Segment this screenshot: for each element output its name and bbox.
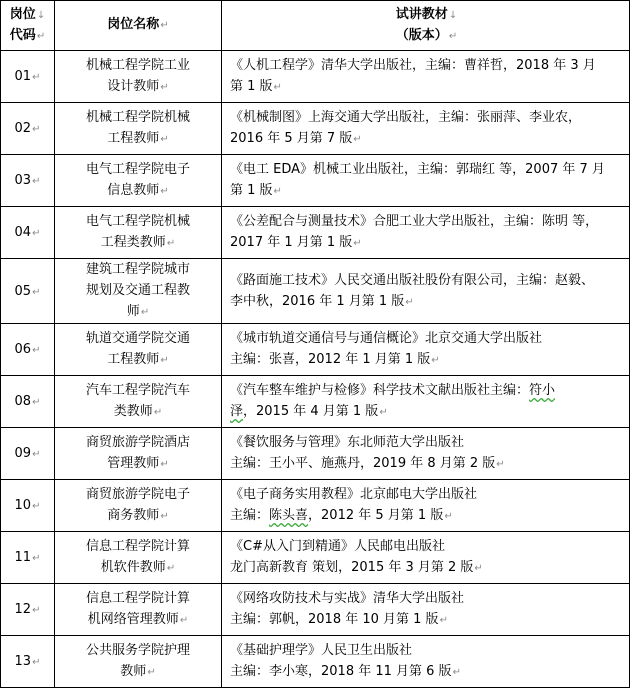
textbook-text: 主编：王小平、施燕丹，2019 年 8 月第 2 版: [230, 456, 496, 471]
textbook-text: ，2012 年 5 月第 1 版: [308, 508, 444, 523]
position-name-line: 机网络管理教师: [87, 612, 179, 627]
position-code-cell: 04↵: [1, 207, 55, 259]
position-name-line: 建筑工程学院城市: [85, 262, 190, 277]
header-name: 岗位名称↵: [55, 1, 222, 51]
textbook-text: 《电工 EDA》机械工业出版社，主编：郭瑞红 等，2007 年 7 月: [230, 162, 605, 177]
position-name-line: 信息教师: [107, 183, 160, 198]
textbook-text: 主编：郭帆，2018 年 10 月第 1 版: [230, 612, 439, 627]
position-name-line: 汽车工程学院汽车: [85, 383, 190, 398]
textbook-text: 《城市轨道交通信号与通信概论》北京交通大学出版社: [230, 331, 543, 346]
textbook-text: 李中秋，2016 年 1 月第 1 版: [230, 293, 405, 309]
position-code-cell: 11↵: [1, 532, 55, 584]
position-name-cell: 电气工程学院电子 信息教师↵: [55, 155, 222, 207]
position-code-cell: 05↵: [1, 259, 55, 324]
textbook-text: 《基础护理学》人民卫生出版社: [230, 643, 413, 658]
position-name-cell: 建筑工程学院城市 规划及交通工程教 师↵: [55, 259, 222, 324]
header-book: 试讲教材↓ （版本）↵: [222, 1, 630, 51]
position-name-line: 机械工程学院工业: [85, 58, 190, 73]
textbook-text: 泽: [230, 404, 244, 419]
position-code-cell: 09↵: [1, 428, 55, 480]
position-code-cell: 06↵: [1, 324, 55, 376]
position-name-line: 师: [126, 304, 140, 319]
position-name-line: 商务教师: [107, 508, 160, 523]
textbook-text: 陈头喜: [269, 508, 309, 523]
textbook-cell: 《汽车整车维护与检修》科学技术文献出版社主编：符小 泽，2015 年 4 月第 1 版↵: [222, 376, 630, 428]
textbook-cell: 《人机工程学》清华大学出版社，主编：曹祥哲，2018 年 3 月 第 1 版↵: [222, 51, 630, 103]
textbook-text: 主编：李小寒，2018 年 11 月第 6 版: [230, 664, 452, 679]
table-row: [1, 532, 630, 584]
position-name-cell: 商贸旅游学院电子 商务教师↵: [55, 480, 222, 532]
position-code: 04: [14, 225, 32, 240]
position-code: 12: [14, 602, 32, 617]
table-row: [1, 207, 630, 259]
header-row: [1, 1, 630, 51]
position-code: 10: [14, 498, 32, 513]
position-name-line: 工程教师: [107, 131, 160, 146]
position-name-cell: 汽车工程学院汽车 类教师↵: [55, 376, 222, 428]
position-code: 13: [14, 654, 32, 669]
position-name-line: 商贸旅游学院酒店: [85, 435, 190, 450]
textbook-text: 《机械制图》上海交通大学出版社，主编：张丽萍、李业农，: [230, 110, 582, 125]
position-name-cell: 机械工程学院机械 工程教师↵: [55, 103, 222, 155]
position-code: 03: [14, 173, 32, 188]
textbook-text: 《C#从入门到精通》人民邮电出版社: [230, 539, 445, 554]
position-name-line: 信息工程学院计算: [85, 539, 190, 554]
table-row: [1, 584, 630, 636]
position-name-line: 信息工程学院计算: [85, 591, 190, 606]
table-row: [1, 324, 630, 376]
textbook-cell: 《基础护理学》人民卫生出版社 主编：李小寒，2018 年 11 月第 6 版↵: [222, 636, 630, 688]
position-code: 09: [14, 446, 32, 461]
position-code-cell: 02↵: [1, 103, 55, 155]
textbook-text: ，2015 年 4 月第 1 版: [243, 404, 379, 419]
textbook-text: 《人机工程学》清华大学出版社，主编：曹祥哲，2018 年 3 月: [230, 58, 596, 73]
position-name-line: 电气工程学院电子: [85, 162, 190, 177]
header-name-text: 岗位名称: [107, 17, 160, 32]
position-name-line: 机软件教师: [100, 560, 166, 575]
position-name-line: 设计教师: [107, 79, 160, 94]
position-name-line: 轨道交通学院交通: [85, 331, 190, 346]
table-row: [1, 259, 630, 324]
textbook-cell: 《网络攻防技术与实战》清华大学出版社 主编：郭帆，2018 年 10 月第 1 版↵: [222, 584, 630, 636]
position-name-cell: 公共服务学院护理 教师↵: [55, 636, 222, 688]
textbook-cell: 《C#从入门到精通》人民邮电出版社 龙门高新教育 策划，2015 年 3 月第 2 版↵: [222, 532, 630, 584]
textbook-text: 2016 年 5 月第 7 版: [230, 131, 353, 146]
position-name-line: 商贸旅游学院电子: [85, 487, 190, 502]
position-name-cell: 机械工程学院工业 设计教师↵: [55, 51, 222, 103]
textbook-text: 《公差配合与测量技术》合肥工业大学出版社，主编：陈明 等，: [230, 214, 599, 229]
textbook-cell: 《电工 EDA》机械工业出版社，主编：郭瑞红 等，2007 年 7 月 第 1 版↵: [222, 155, 630, 207]
position-name-line: 电气工程学院机械: [85, 214, 190, 229]
position-code-cell: 08↵: [1, 376, 55, 428]
position-code: 01: [14, 69, 32, 84]
table-row: [1, 155, 630, 207]
position-code-cell: 12↵: [1, 584, 55, 636]
textbook-text: 第 1 版: [230, 183, 273, 198]
position-name-line: 公共服务学院护理: [85, 643, 190, 658]
position-code: 06: [14, 342, 32, 357]
position-code: 05: [14, 283, 32, 299]
header-book-line1: 试讲教材: [395, 6, 448, 22]
textbook-text: 符小: [529, 383, 556, 398]
textbook-cell: 《公差配合与测量技术》合肥工业大学出版社，主编：陈明 等， 2017 年 1 月第 1 版↵: [222, 207, 630, 259]
position-name-line: 管理教师: [107, 456, 160, 471]
textbook-cell: 《城市轨道交通信号与通信概论》北京交通大学出版社 主编：张喜，2012 年 1 月第 1 版↵: [222, 324, 630, 376]
table-row: [1, 51, 630, 103]
textbook-text: 《网络攻防技术与实战》清华大学出版社: [230, 591, 465, 606]
position-name-cell: 信息工程学院计算 机网络管理教师↵: [55, 584, 222, 636]
position-name-line: 机械工程学院机械: [85, 110, 190, 125]
textbook-text: 《餐饮服务与管理》东北师范大学出版社: [230, 435, 465, 450]
table-row: [1, 636, 630, 688]
position-name-cell: 商贸旅游学院酒店 管理教师↵: [55, 428, 222, 480]
textbook-cell: 《路面施工技术》人民交通出版社股份有限公司，主编：赵毅、 李中秋，2016 年 1 月第 1 版↵: [222, 259, 630, 324]
position-code: 11: [14, 550, 32, 565]
position-code-cell: 13↵: [1, 636, 55, 688]
header-code-line1: 岗位: [9, 6, 36, 22]
position-name-line: 类教师: [113, 404, 153, 419]
position-name-cell: 轨道交通学院交通 工程教师↵: [55, 324, 222, 376]
textbook-text: 《汽车整车维护与检修》科学技术文献出版社主编：: [230, 383, 530, 398]
textbook-text: 《路面施工技术》人民交通出版社股份有限公司，主编：赵毅、: [230, 272, 595, 288]
position-name-cell: 信息工程学院计算 机软件教师↵: [55, 532, 222, 584]
position-name-line: 教师: [120, 664, 147, 679]
position-code-cell: 03↵: [1, 155, 55, 207]
textbook-cell: 《电子商务实用教程》北京邮电大学出版社 主编：陈头喜，2012 年 5 月第 1 版↵: [222, 480, 630, 532]
textbook-text: 2017 年 1 月第 1 版: [230, 235, 353, 250]
table-row: [1, 480, 630, 532]
header-code-line2: 代码: [9, 27, 36, 43]
table-row: [1, 103, 630, 155]
header-code: 岗位↓ 代码↵: [1, 1, 55, 51]
position-code-cell: 01↵: [1, 51, 55, 103]
textbook-text: 主编：: [230, 508, 270, 523]
textbook-text: 第 1 版: [230, 79, 273, 94]
position-name-cell: 电气工程学院机械 工程类教师↵: [55, 207, 222, 259]
textbook-text: 《电子商务实用教程》北京邮电大学出版社: [230, 487, 478, 502]
position-name-line: 工程教师: [107, 352, 160, 367]
table-row: [1, 428, 630, 480]
position-code-cell: 10↵: [1, 480, 55, 532]
position-name-line: 规划及交通工程教: [85, 283, 190, 298]
position-code: 02: [14, 121, 32, 136]
position-code: 08: [14, 394, 32, 409]
textbook-text: 龙门高新教育 策划，2015 年 3 月第 2 版: [230, 560, 474, 575]
position-name-line: 工程类教师: [100, 235, 166, 250]
textbook-cell: 《机械制图》上海交通大学出版社，主编：张丽萍、李业农， 2016 年 5 月第 7 版↵: [222, 103, 630, 155]
table-row: [1, 376, 630, 428]
textbook-text: 主编：张喜，2012 年 1 月第 1 版: [230, 352, 431, 367]
header-book-line2: （版本）: [395, 27, 448, 43]
textbook-cell: 《餐饮服务与管理》东北师范大学出版社 主编：王小平、施燕丹，2019 年 8 月第 2 版↵: [222, 428, 630, 480]
